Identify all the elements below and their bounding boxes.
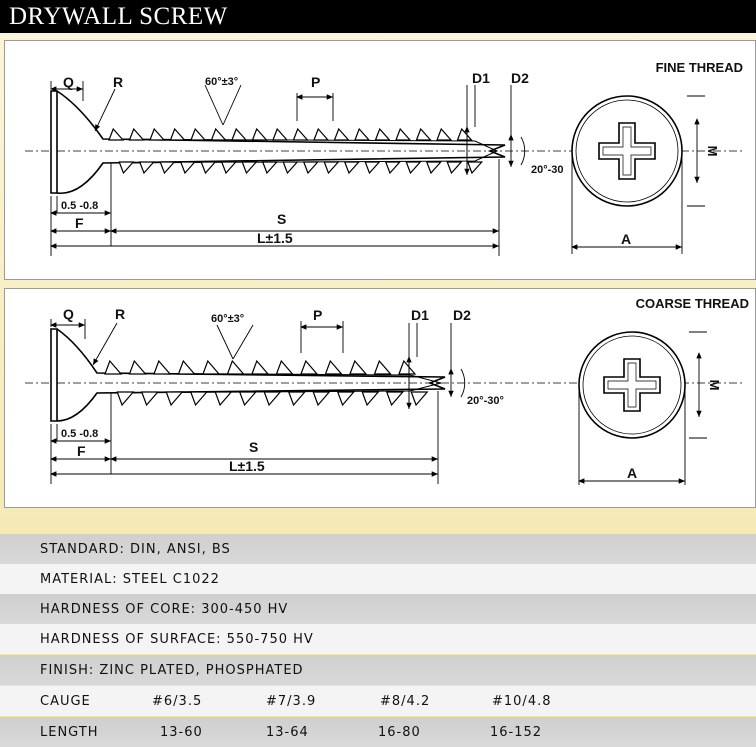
thread-tooth	[160, 162, 174, 173]
thread-tooth	[427, 162, 441, 173]
spec-standard: STANDARD: DIN, ANSI, BS	[40, 542, 231, 557]
thread-tooth	[277, 361, 293, 374]
dim-a-label: A	[620, 231, 632, 247]
gauge-cell: #8/4.2	[380, 694, 431, 709]
thread-tooth	[240, 392, 256, 405]
page-title: DRYWALL SCREW	[9, 3, 228, 30]
thread-type-label: FINE THREAD	[655, 60, 743, 75]
thread-tooth	[201, 162, 215, 173]
thread-tooth	[417, 129, 431, 140]
thread-tooth	[150, 129, 164, 140]
dim-a-label: A	[626, 465, 638, 481]
length-cell: 13-60	[160, 725, 203, 740]
thread-tooth	[166, 392, 182, 405]
thread-tooth	[181, 162, 195, 173]
length-cell: 16-152	[490, 725, 543, 740]
thread-tooth	[105, 361, 121, 374]
dim-tip-angle-label: 20°-30	[531, 164, 564, 176]
thread-tooth	[140, 162, 154, 173]
thread-tooth	[283, 162, 297, 173]
thread-tooth	[289, 392, 305, 405]
spec-row-material	[0, 564, 756, 594]
thread-tooth	[386, 162, 400, 173]
dim-s-label: S	[249, 439, 259, 455]
dim-d1-label: D1	[472, 70, 490, 86]
thread-tooth	[324, 162, 338, 173]
dim-gap-label: 0.5 -0.8	[61, 428, 99, 440]
thread-tooth	[458, 129, 472, 140]
thread-tooth	[191, 129, 205, 140]
spec-row-finish	[0, 655, 756, 685]
thread-tooth	[396, 129, 410, 140]
gauge-cell: #7/3.9	[266, 694, 317, 709]
thread-tooth	[130, 361, 146, 374]
dim-tip-angle-label: 20°-30°	[467, 395, 504, 407]
thread-tooth	[375, 361, 391, 374]
thread-tooth	[215, 392, 231, 405]
thread-tooth	[252, 361, 268, 374]
dim-r-label: R	[115, 306, 126, 322]
gauge-cell: #6/3.5	[152, 694, 203, 709]
dim-l-label: L±1.5	[229, 458, 265, 474]
thread-tooth	[468, 162, 482, 173]
thread-tooth	[212, 129, 226, 140]
dim-l-label: L±1.5	[257, 230, 293, 246]
spec-finish: FINISH: ZINC PLATED, PHOSPHATED	[40, 663, 304, 678]
spec-length-label: LENGTH	[40, 725, 99, 740]
thread-tooth	[301, 361, 317, 374]
spec-material: MATERIAL: STEEL C1022	[40, 572, 220, 587]
length-cell: 13-64	[266, 725, 309, 740]
dim-angle-label: 60°±3°	[205, 76, 239, 88]
dim-s-label: S	[277, 211, 287, 227]
dim-m-label: M	[707, 379, 722, 391]
phillips-head-view	[579, 332, 685, 438]
thread-tooth	[304, 162, 318, 173]
thread-tooth	[142, 392, 158, 405]
spec-hardness-core: HARDNESS OF CORE: 300-450 HV	[40, 602, 289, 617]
fine-thread-drawing	[5, 41, 755, 279]
thread-tooth	[273, 129, 287, 140]
thread-tooth	[294, 129, 308, 140]
thread-tooth	[203, 361, 219, 374]
thread-tooth	[387, 392, 403, 405]
thread-tooth	[350, 361, 366, 374]
dim-m-label: M	[705, 145, 720, 157]
dim-f-label: F	[75, 215, 84, 231]
thread-tooth	[362, 392, 378, 405]
thread-tooth	[313, 392, 329, 405]
dim-q-label: Q	[63, 306, 74, 322]
thread-tooth	[253, 129, 267, 140]
coarse-thread-drawing	[5, 289, 755, 507]
thread-tooth	[117, 392, 133, 405]
thread-tooth	[264, 392, 280, 405]
thread-tooth	[338, 392, 354, 405]
thread-tooth	[179, 361, 195, 374]
spec-hardness-surface: HARDNESS OF SURFACE: 550-750 HV	[40, 632, 314, 647]
dim-p-label: P	[313, 307, 323, 323]
spec-row-hardness-core	[0, 594, 756, 624]
thread-tooth	[171, 129, 185, 140]
thread-tooth	[314, 129, 328, 140]
thread-tooth	[335, 129, 349, 140]
thread-tooth	[411, 392, 427, 405]
dim-angle-label: 60°±3°	[211, 313, 245, 325]
thread-tooth	[154, 361, 170, 374]
thread-tooth	[109, 129, 123, 140]
thread-tooth	[222, 162, 236, 173]
spec-gauge-label: CAUGE	[40, 694, 91, 709]
phillips-head-view	[572, 96, 682, 206]
fine-thread-panel	[4, 40, 756, 280]
thread-tooth	[447, 162, 461, 173]
spec-row-gauge	[0, 686, 756, 716]
thread-tooth	[376, 129, 390, 140]
thread-tooth	[242, 162, 256, 173]
screw-profile	[51, 329, 445, 421]
title-bar	[0, 0, 756, 33]
screw-profile	[51, 91, 505, 193]
thread-tooth	[232, 129, 246, 140]
thread-tooth	[406, 162, 420, 173]
spec-row-standard	[0, 534, 756, 564]
dim-gap-label: 0.5 -0.8	[61, 200, 99, 212]
thread-tooth	[263, 162, 277, 173]
thread-tooth	[191, 392, 207, 405]
coarse-thread-panel	[4, 288, 756, 508]
dim-d1-label: D1	[411, 307, 429, 323]
thread-tooth	[119, 162, 133, 173]
thread-type-label: COARSE THREAD	[635, 296, 749, 311]
thread-tooth	[399, 361, 415, 374]
thread-tooth	[130, 129, 144, 140]
thread-tooth	[355, 129, 369, 140]
thread-tooth	[228, 361, 244, 374]
thread-tooth	[326, 361, 342, 374]
dim-q-label: Q	[63, 74, 74, 90]
dim-d2-label: D2	[511, 70, 529, 86]
spec-row-hardness-surface	[0, 624, 756, 654]
dim-d2-label: D2	[453, 307, 471, 323]
thread-tooth	[345, 162, 359, 173]
length-cell: 16-80	[378, 725, 421, 740]
thread-tooth	[365, 162, 379, 173]
dim-p-label: P	[311, 74, 321, 90]
gauge-cell: #10/4.8	[492, 694, 552, 709]
dim-f-label: F	[77, 443, 86, 459]
dim-r-label: R	[113, 74, 124, 90]
spec-row-length	[0, 717, 756, 747]
thread-tooth	[437, 129, 451, 140]
